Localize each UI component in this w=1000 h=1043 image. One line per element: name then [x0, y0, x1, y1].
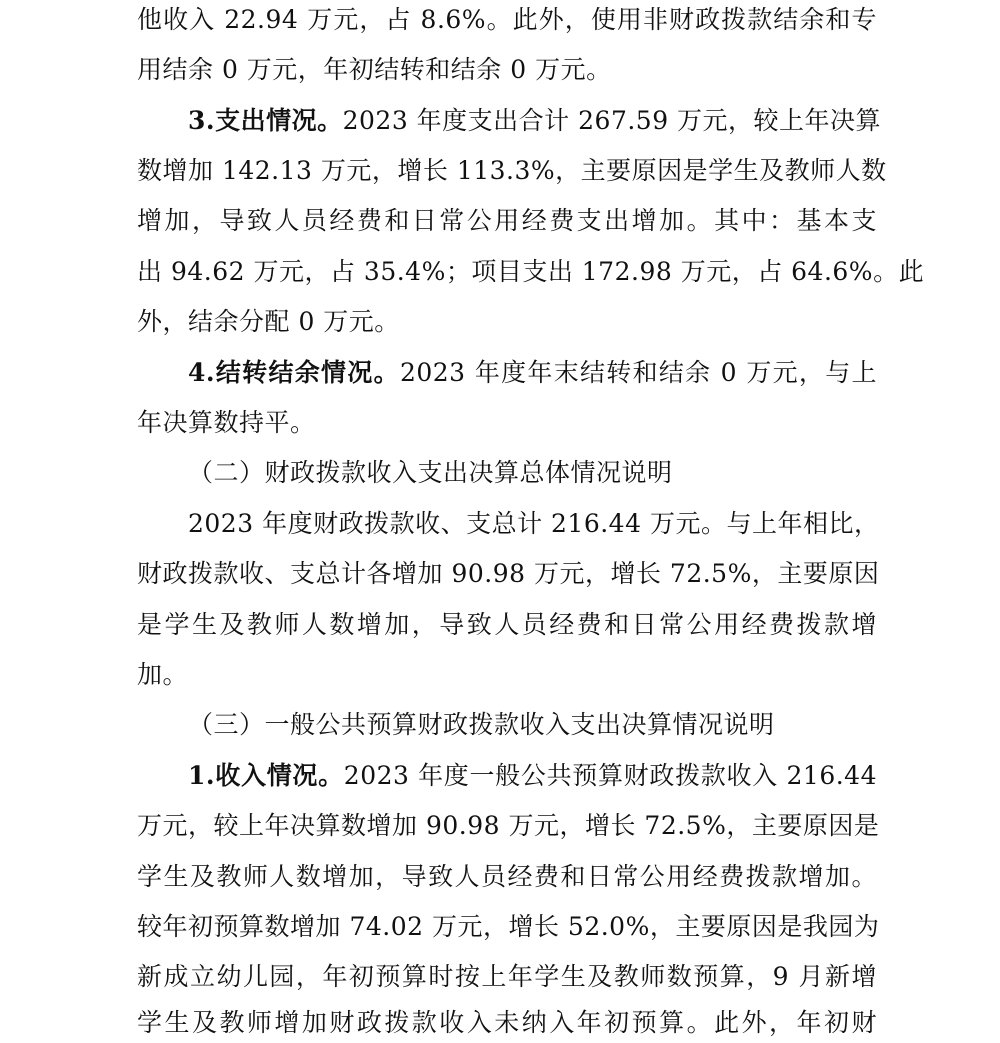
paragraph-line-1: [137, 0, 877, 40]
line-14-text: 加。: [137, 660, 189, 689]
line-6-text: 出 94.62 万元，占 35.4%；项目支出 172.98 万元，占 64.6%。此: [137, 257, 925, 286]
paragraph-line-3: [188, 101, 882, 141]
paragraph-line-17: [137, 806, 880, 846]
paragraph-line-14: [137, 655, 877, 695]
paragraph-line-9: [137, 403, 877, 443]
paragraph-line-21: [137, 1003, 877, 1043]
line-17-text: 万元，较上年决算数增加 90.98 万元，增长 72.5%，主要原因是: [137, 811, 880, 840]
paragraph-line-5: [137, 201, 877, 241]
paragraph-line-12: [137, 554, 880, 594]
section-heading-3: [188, 705, 928, 745]
section-heading-2-text: （二）财政拨款收入支出决算总体情况说明: [188, 458, 673, 487]
income-heading: 1.收入情况。: [188, 761, 344, 790]
line-1-text: 他收入 22.94 万元，占 8.6%。此外，使用非财政拨款结余和专: [137, 5, 877, 34]
paragraph-line-4: [137, 151, 887, 191]
section-heading-3-text: （三）一般公共预算财政拨款收入支出决算情况说明: [188, 710, 775, 739]
expense-heading: 3.支出情况。: [188, 106, 343, 135]
paragraph-line-7: [137, 302, 877, 342]
line-13-text: 是学生及教师人数增加，导致人员经费和日常公用经费拨款增: [137, 610, 877, 639]
line-18-text: 学生及教师人数增加，导致人员经费和日常公用经费拨款增加。: [137, 862, 877, 891]
section-heading-2: [188, 453, 928, 493]
line-7-text: 外，结余分配 0 万元。: [137, 307, 400, 336]
line-5-text: 增加，导致人员经费和日常公用经费支出增加。其中：基本支: [137, 206, 877, 235]
paragraph-line-18: [137, 857, 877, 897]
line-3-text: 2023 年度支出合计 267.59 万元，较上年决算: [342, 106, 882, 135]
line-8-text: 2023 年度年末结转和结余 0 万元，与上: [399, 358, 878, 387]
paragraph-line-20: [137, 957, 877, 997]
line-9-text: 年决算数持平。: [137, 408, 316, 437]
line-19-text: 较年初预算数增加 74.02 万元，增长 52.0%，主要原因是我园为: [137, 912, 880, 941]
line-11-text: 2023 年度财政拨款收、支总计 216.44 万元。与上年相比，: [188, 509, 880, 538]
paragraph-line-2: [137, 50, 877, 90]
line-21-text: 学生及教师增加财政拨款收入未纳入年初预算。此外，年初财: [137, 1008, 877, 1037]
paragraph-line-16: [188, 756, 877, 796]
line-20-text: 新成立幼儿园，年初预算时按上年学生及教师数预算，9 月新增: [137, 962, 877, 991]
paragraph-line-8: [188, 353, 877, 393]
paragraph-line-19: [137, 907, 880, 947]
line-4-text: 数增加 142.13 万元，增长 113.3%，主要原因是学生及教师人数: [137, 156, 887, 185]
line-12-text: 财政拨款收、支总计各增加 90.98 万元，增长 72.5%，主要原因: [137, 559, 880, 588]
line-16-text: 2023 年度一般公共预算财政拨款收入 216.44: [343, 761, 877, 790]
carryover-heading: 4.结转结余情况。: [188, 358, 400, 387]
paragraph-line-13: [137, 605, 877, 645]
paragraph-line-11: [188, 504, 880, 544]
paragraph-line-6: [137, 252, 925, 292]
line-2-text: 用结余 0 万元，年初结转和结余 0 万元。: [137, 55, 612, 84]
